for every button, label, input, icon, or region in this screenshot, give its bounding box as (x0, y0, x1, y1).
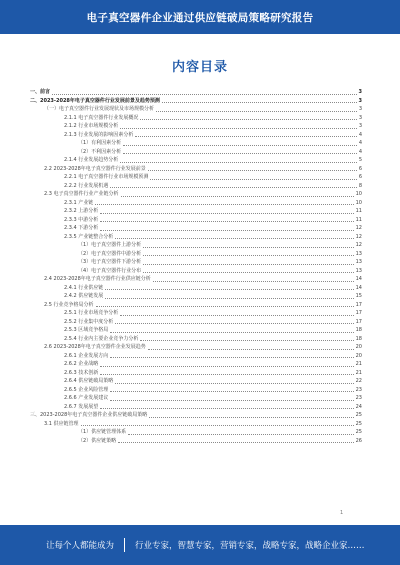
toc-entry-page: 8 (358, 182, 362, 189)
toc-leader-dots (115, 323, 353, 324)
report-header (0, 0, 400, 34)
toc-entry-text: 2.2.1 电子真空器件行业市场规模预测 (64, 174, 149, 180)
toc-entry[interactable] (30, 97, 362, 106)
toc-leader-dots (105, 289, 353, 290)
toc-entry-text: 2.6.5 企业风险管理 (64, 386, 109, 393)
toc-entry-page: 4 (358, 131, 362, 138)
toc-leader-dots (110, 391, 353, 392)
toc-entry[interactable] (30, 114, 362, 123)
toc-leader-dots (96, 306, 354, 307)
toc-leader-dots (81, 425, 354, 426)
toc-entry-page: 14 (355, 276, 362, 282)
toc-entry-page: 18 (355, 327, 362, 333)
toc-entry[interactable] (30, 139, 362, 148)
toc-leader-dots (148, 349, 354, 350)
toc-leader-dots (140, 340, 353, 341)
toc-entry-text: 2.2 2023-2028年电子真空器件行业发展前景 (44, 165, 146, 172)
toc-leader-dots (135, 136, 356, 137)
toc-leader-dots (143, 247, 353, 248)
toc-leader-dots (149, 417, 353, 418)
toc-entry[interactable] (30, 233, 362, 242)
toc-entry-page: 3 (358, 106, 362, 112)
toc-entry[interactable] (30, 258, 362, 267)
toc-entry[interactable] (30, 403, 362, 412)
toc-leader-dots (123, 153, 357, 154)
toc-entry[interactable] (30, 343, 362, 352)
toc-entry-text: （2）供应链策略 (78, 437, 117, 444)
toc-leader-dots (110, 332, 353, 333)
toc-entry-text: （1）供应链管理体系 (78, 429, 127, 435)
toc-entry-text: 2.3.4 下游分析 (64, 225, 99, 231)
toc-leader-dots (52, 94, 357, 95)
toc-entry-page: 3 (358, 97, 362, 104)
toc-entry[interactable] (30, 250, 362, 259)
footer-tagline: 行业专家，智慧专家，营销专家，战略专家，战略企业家…… (135, 541, 365, 551)
toc-entry[interactable] (30, 377, 362, 386)
toc-entry-text: 2.6.1 企业发展方向 (64, 352, 109, 359)
toc-entry-page: 25 (355, 412, 362, 418)
toc-entry-text: 2.3.5 产业链整合分析 (64, 233, 114, 240)
toc-leader-dots (118, 442, 353, 443)
toc-entry-page: 21 (355, 361, 362, 367)
toc-entry[interactable] (30, 173, 362, 182)
toc-entry-page: 25 (355, 420, 362, 427)
toc-entry-page: 12 (355, 242, 362, 248)
toc-title: 内容目录 (171, 60, 228, 75)
toc-entry[interactable] (30, 88, 362, 97)
toc-entry-text: （一）电子真空器件行业发展现状及市场规模分析 (44, 106, 155, 112)
toc-entry-page: 10 (355, 199, 362, 206)
toc-entry[interactable] (30, 369, 362, 378)
toc-leader-dots (110, 400, 353, 401)
toc-entry[interactable] (30, 394, 362, 403)
toc-leader-dots (120, 315, 353, 316)
toc-entry[interactable] (30, 301, 362, 310)
toc-leader-dots (153, 281, 354, 282)
toc-leader-dots (105, 298, 353, 299)
toc-entry-text: 2.2.2 行业发展机遇 (64, 182, 109, 189)
toc-entry-text: （1）有利因素分析 (78, 140, 122, 146)
toc-entry[interactable] (30, 131, 362, 140)
toc-entry-page: 25 (355, 429, 362, 435)
footer-bar (0, 525, 400, 565)
toc-entry[interactable] (30, 360, 362, 369)
toc-entry-page: 24 (355, 403, 362, 410)
toc-leader-dots (128, 434, 353, 435)
toc-entry[interactable] (30, 428, 362, 437)
toc-entry-page: 13 (355, 259, 362, 265)
toc-entry-text: 2.6.4 供应链破局策略 (64, 378, 114, 384)
toc-entry[interactable] (30, 199, 362, 208)
toc-entry[interactable] (30, 411, 362, 420)
toc-leader-dots (150, 179, 356, 180)
toc-entry-text: 2.5.4 行业内主要企业竞争力分析 (64, 335, 139, 342)
toc-entry-page: 13 (355, 250, 362, 257)
toc-entry-text: （3）电子真空器件下游分析 (78, 259, 142, 265)
toc-leader-dots (100, 213, 353, 214)
toc-entry[interactable] (30, 148, 362, 157)
toc-entry-page: 11 (355, 216, 362, 223)
toc-entry-page: 26 (355, 437, 362, 444)
toc-entry[interactable] (30, 326, 362, 335)
toc-entry[interactable] (30, 224, 362, 233)
toc-entry[interactable] (30, 122, 362, 131)
toc-entry-page: 4 (358, 148, 362, 155)
toc-entry[interactable] (30, 386, 362, 395)
toc-entry[interactable] (30, 156, 362, 165)
toc-entry[interactable] (30, 352, 362, 361)
toc-entry-page: 17 (355, 318, 362, 325)
toc-leader-dots (148, 170, 357, 171)
toc-entry-text: （2）电子真空器件中游分析 (78, 250, 142, 257)
toc-entry-page: 22 (355, 378, 362, 384)
toc-entry-text: 2.1.2 行业市场规模分析 (64, 123, 119, 129)
toc-leader-dots (100, 366, 353, 367)
toc-leader-dots (100, 221, 353, 222)
toc-entry-page: 14 (355, 284, 362, 291)
toc-entry-text: 3.1 供应链管理 (44, 420, 79, 427)
toc-entry-page: 21 (355, 369, 362, 376)
toc-leader-dots (120, 162, 357, 163)
toc-entry-text: 2.3.2 上游分析 (64, 208, 99, 214)
toc-entry[interactable] (30, 182, 362, 191)
toc-entry-page: 6 (358, 165, 362, 172)
toc-entry-page: 10 (355, 191, 362, 197)
toc-entry-page: 3 (358, 123, 362, 129)
toc-entry-page: 3 (358, 114, 362, 121)
toc-entry-page: 20 (355, 352, 362, 359)
toc-leader-dots (115, 383, 353, 384)
toc-entry-text: （4）电子真空器件行业分布 (78, 267, 142, 274)
toc-entry-text: 2.3.3 中游分析 (64, 216, 99, 223)
footer-slogan: 让每个人都能成为 (46, 541, 115, 551)
toc-entry[interactable] (30, 275, 362, 284)
toc-entry[interactable] (30, 335, 362, 344)
toc-entry-text: 2.3 电子真空器件行业产业链分析 (44, 191, 119, 197)
toc-entry-text: 2.5 行业竞争格局分析 (44, 301, 94, 308)
page-number: 1 (340, 510, 344, 516)
toc-entry[interactable] (30, 420, 362, 429)
toc-entry-page: 3 (358, 89, 362, 95)
toc-entry[interactable] (30, 165, 362, 174)
toc-leader-dots (123, 145, 357, 146)
toc-entry-text: （1）电子真空器件上游分析 (78, 242, 142, 248)
toc-entry-page: 11 (355, 208, 362, 214)
toc-entry-page: 23 (355, 395, 362, 401)
toc-entry[interactable] (30, 190, 362, 199)
toc-entry[interactable] (30, 105, 362, 114)
toc-entry[interactable] (30, 292, 362, 301)
toc-entry-text: 2.4.1 行业供应链 (64, 284, 104, 291)
toc-entry-text: 2.6.2 企业战略 (64, 361, 99, 367)
toc-leader-dots (140, 119, 356, 120)
toc-leader-dots (156, 111, 357, 112)
toc-entry-text: 2.3.1 产业链 (64, 199, 94, 206)
toc-entry-text: 2.5.2 行业集中度分析 (64, 318, 114, 325)
toc-leader-dots (143, 272, 353, 273)
toc-entry-text: （2）不利因素分析 (78, 148, 122, 155)
toc-entry-page: 15 (355, 293, 362, 299)
toc-leader-dots (143, 255, 353, 256)
toc-leader-dots (100, 230, 353, 231)
toc-entry-text: 二、2023-2028年电子真空器件行业发展前景及趋势预测 (30, 97, 160, 104)
toc-leader-dots (143, 264, 353, 265)
table-of-contents (30, 88, 362, 445)
toc-entry[interactable] (30, 207, 362, 216)
toc-entry-text: 2.5.1 行业市场竞争分析 (64, 310, 119, 316)
footer-divider (124, 538, 125, 552)
toc-entry-text: 2.6.6 产业发展建议 (64, 395, 109, 401)
toc-leader-dots (121, 196, 354, 197)
toc-leader-dots (120, 128, 357, 129)
toc-entry[interactable] (30, 267, 362, 276)
toc-entry-text: 2.6.3 技术创新 (64, 369, 99, 376)
toc-entry-text: 2.1.1 电子真空器件行业发展概况 (64, 114, 139, 121)
toc-entry-text: 一、前言 (30, 89, 51, 95)
toc-entry-page: 20 (355, 344, 362, 350)
report-title: 电子真空器件企业通过供应链破局策略研究报告 (86, 11, 314, 24)
toc-entry[interactable] (30, 241, 362, 250)
toc-entry-page: 23 (355, 386, 362, 393)
toc-leader-dots (100, 374, 353, 375)
toc-entry-text: 2.6.7 发展展望 (64, 403, 99, 410)
toc-entry[interactable] (30, 216, 362, 225)
toc-entry-page: 17 (355, 310, 362, 316)
toc-entry-text: 2.1.3 行业发展的影响因素分析 (64, 131, 134, 138)
toc-leader-dots (100, 408, 353, 409)
toc-leader-dots (162, 102, 357, 103)
toc-entry-page: 12 (355, 233, 362, 240)
toc-leader-dots (115, 238, 353, 239)
toc-entry-page: 18 (355, 335, 362, 342)
toc-entry[interactable] (30, 318, 362, 327)
toc-leader-dots (110, 187, 357, 188)
toc-entry-page: 13 (355, 267, 362, 274)
toc-leader-dots (110, 357, 353, 358)
toc-entry-page: 12 (355, 225, 362, 231)
toc-entry-page: 17 (355, 301, 362, 308)
toc-entry-text: 2.1.4 行业发展趋势分析 (64, 157, 119, 163)
toc-entry-page: 5 (358, 157, 362, 163)
toc-entry[interactable] (30, 437, 362, 446)
toc-entry-text: 2.4.2 供应链发展 (64, 293, 104, 299)
toc-entry-text: 2.5.3 区域竞争格局 (64, 327, 109, 333)
toc-leader-dots (95, 204, 353, 205)
toc-entry-page: 6 (358, 174, 362, 180)
toc-entry[interactable] (30, 309, 362, 318)
toc-entry[interactable] (30, 284, 362, 293)
toc-entry-page: 4 (358, 140, 362, 146)
toc-entry-text: 2.4 2023-2028年电子真空器件行业供应链分析 (44, 276, 151, 282)
toc-entry-text: 2.6 2023-2028年电子真空器件企业发展趋势 (44, 344, 146, 350)
toc-entry-text: 三、2023-2028年电子真空器件企业供应链破局策略 (30, 412, 148, 418)
